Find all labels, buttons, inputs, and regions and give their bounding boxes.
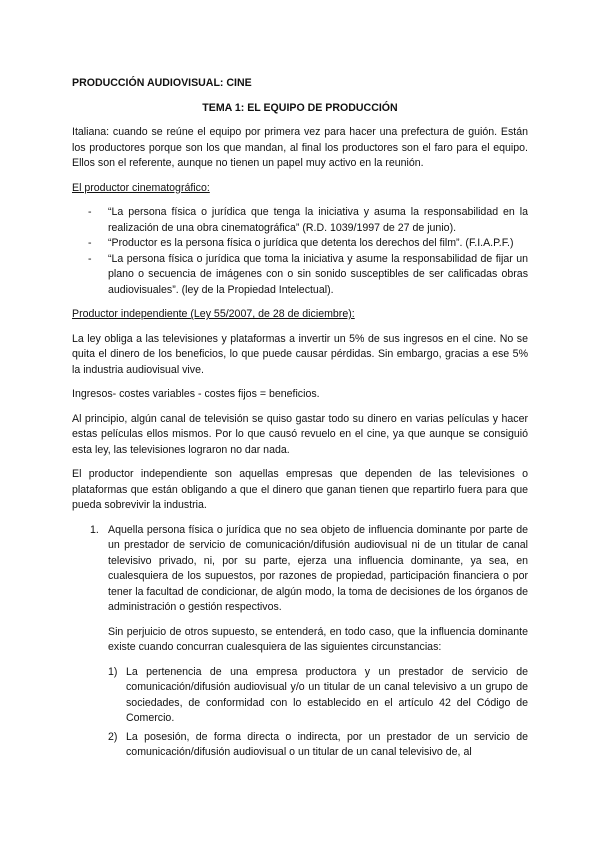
list-item — [72, 252, 528, 299]
list-item — [72, 236, 528, 252]
body-paragraph: El productor independiente son aquellas empresas que dependen de las televisiones o plataformas que están obligando a que el dinero que ganan tienen que repartirlo fuera para que pueda sobrevivir la industria. — [72, 468, 528, 511]
body-paragraph: Al principio, algún canal de televisión se quiso gastar todo su dinero en varias películas y hacer estas películas ellos mismos. Por lo que causó revuelo en el cine, ya que aunque se consiguió esta ley, las televisiones lograron no dar nada. — [72, 412, 528, 456]
productor-definitions-list — [72, 205, 528, 298]
sub-list-item — [108, 665, 528, 727]
sub-item-marker: 2) — [108, 730, 118, 743]
numbered-item-followup: Sin perjuicio de otros supuesto, se entenderá, en todo caso, que la influencia dominante existe cuando concurran cualesquiera de las siguientes circunstancias: — [108, 625, 528, 653]
sub-item-text: La pertenencia de una empresa productora y un prestador de servicio de comunicación/difusión audiovisual y/o un titular de un canal televisivo a un grupo de sociedades, de conformidad con lo establecido en el artículo 42 del Código de Comercio. — [126, 665, 528, 724]
dash-bullet: - — [88, 252, 92, 265]
sub-item-marker: 1) — [108, 665, 118, 678]
sub-list — [108, 665, 528, 761]
numbered-item-text: Aquella persona física o jurídica que no sea objeto de influencia dominante por parte de un prestador de servicio de comunicación/difusión audiovisual ni de un titular de canal televisivo privado, ni, por su parte, ejerza una influencia dominante, ya sea, en cualesquiera de los supuestos, por razones de propiedad, participación financiera o por tener la facultad de condicionar, de algún modo, la toma de decisiones de los órganos de administración o gestión respectivos. — [108, 523, 528, 613]
list-item — [72, 205, 528, 236]
body-paragraph: Ingresos- costes variables - costes fijos = beneficios. — [72, 388, 320, 400]
document-subtitle: TEMA 1: EL EQUIPO DE PRODUCCIÓN — [202, 101, 398, 114]
body-paragraph: La ley obliga a las televisiones y plataformas a invertir un 5% de sus ingresos en el cine. No se quita el dinero de los beneficios, lo que puede causar pérdidas. Sin embargo, gracias a ese 5% la industria audiovisual vive. — [72, 332, 528, 376]
section-heading-productor: El productor cinematográfico: — [72, 181, 210, 194]
numbered-list — [72, 523, 528, 761]
list-item-text: “La persona física o jurídica que tenga la iniciativa y asuma la responsabilidad en la realización de una obra cinematográfica” (R.D. 1039/1997 de 27 de junio). — [108, 206, 528, 234]
numbered-item — [72, 523, 528, 761]
dash-bullet: - — [88, 206, 92, 218]
intro-paragraph: Italiana: cuando se reúne el equipo por primera vez para hacer una prefectura de guión. Están los productores porque son los que mandan, al final los productores son el faro para el equipo. Ellos son el referente, aunque no tienen un papel muy activo en la reunión. — [72, 126, 528, 169]
numbered-item-marker: 1. — [90, 523, 99, 536]
list-item-text: “Productor es la persona física o jurídica que detenta los derechos del film”. (F.I.A.P.F.) — [108, 237, 514, 249]
section-heading-independiente: Productor independiente (Ley 55/2007, de 28 de diciembre): — [72, 308, 355, 320]
document-content — [72, 76, 528, 764]
dash-bullet: - — [88, 237, 92, 249]
list-item-text: “La persona física o jurídica que toma la iniciativa y asume la responsabilidad de fijar un plano o secuencia de imágenes con o sin sonido susceptibles de ser calificadas obras audiovisuales”. (ley de la Propiedad Intelectual). — [108, 252, 528, 296]
sub-list-item — [108, 730, 528, 761]
sub-item-text: La posesión, de forma directa o indirecta, por un prestador de un servicio de comunicación/difusión audiovisual o un titular de un canal televisivo de, al — [126, 730, 528, 758]
document-title: PRODUCCIÓN AUDIOVISUAL: CINE — [72, 77, 252, 89]
